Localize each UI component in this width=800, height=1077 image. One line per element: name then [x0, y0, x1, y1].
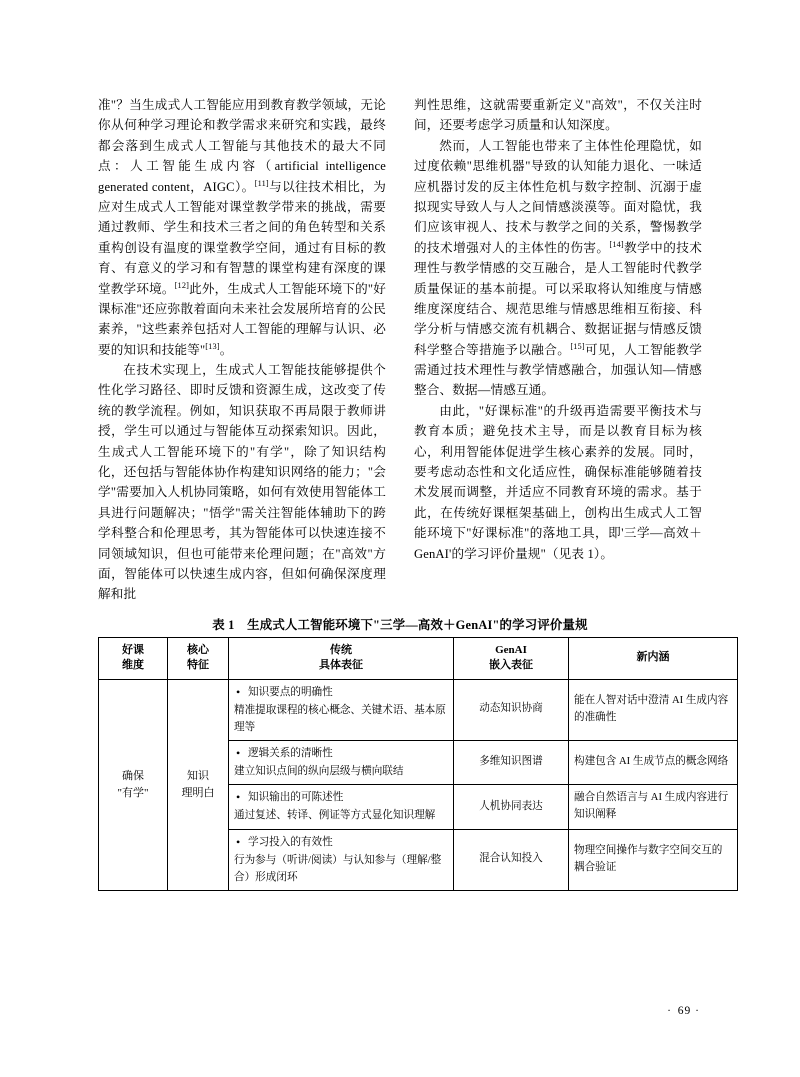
cell-trait — [168, 679, 229, 891]
header-dimension: 好课 维度 — [99, 637, 168, 679]
cell-new-meaning: 构建包含 AI 生成节点的概念网络 — [569, 741, 738, 785]
traditional-detail: 行为参与（听讲/阅读）与认知参与（理解/整合）形成闭环 — [234, 854, 442, 883]
table-row — [99, 679, 738, 740]
text-run: 此外，生成式人工智能环境下的"好课标准"还应弥散着面向未来社会发展所培育的公民素养，"这些素养包括对人工智能的理解与认识、必要的知识和技能等" — [98, 281, 386, 357]
reference-marker: [11] — [254, 178, 269, 188]
cell-new-meaning: 能在人智对话中澄清 AI 生成内容的准确性 — [569, 679, 738, 740]
left-paragraph — [98, 360, 386, 605]
text-run: 在技术实现上，生成式人工智能技能够提供个性化学习路径、即时反馈和资源生成，这改变了传统的教学流程。例如，知识获取不再局限于教师讲授，学生可以通过与智能体互动探索知识。因此，生成式人工智能环境下的"有学"，除了知识结构化，还包括与智能体协作构建知识网络的能力；"会学"需要加入人机协同策略，如何有效使用智能体工具进行问题解决；"悟学"需关注智能体辅助下的跨学科整合和伦理思考，其为智能体可以快速连接不同领域知识，但也可能带来伦理问题；在"高效"方面，智能体可以快速生成内容，但如何确保深度理解和批 — [98, 363, 386, 602]
header-trait: 核心 特征 — [168, 637, 229, 679]
right-text-column — [414, 95, 702, 564]
table-header — [99, 637, 738, 679]
trait-line-2: 理明白 — [181, 786, 215, 799]
header-new-meaning: 新内涵 — [569, 637, 738, 679]
cell-new-meaning: 融合自然语言与 AI 生成内容进行知识阐释 — [569, 785, 738, 829]
table-section — [98, 615, 729, 891]
footer-dot-left: · — [667, 1005, 674, 1017]
text-run: 教学中的技术理性与教学情感的交互融合，是人工智能时代教学质量保证的基本前提。可以采取将认知维度与情感维度深度结合、规范思维与情感思维相互衔接、科学分析与情感交流有机耦合、数据证据与情感反馈科学整合等措施予以融合。 — [414, 240, 703, 357]
cell-genai: 动态知识协商 — [454, 679, 569, 740]
table-caption: 表 1 生成式人工智能环境下"三学—高效＋GenAI"的学习评价量规 — [212, 617, 588, 632]
reference-marker: [12] — [174, 280, 190, 290]
cell-new-meaning: 物理空间操作与数字空间交互的耦合验证 — [569, 829, 738, 890]
traditional-detail: 建立知识点间的纵向层级与横向联结 — [234, 766, 404, 778]
cell-traditional — [229, 679, 454, 740]
text-run: 由此，"好课标准"的升级再造需要平衡技术与教育本质；避免技术主导，而是以教育目标为核心，利用智能体促进学生核心素养的发展。同时，要考虑动态性和文化适应性，确保标准能够随着技术发展而调整，并适应不同教育环境的需求。基于此，在传统好课框架基础上，创构出生成式人工智能环境下"好课标准"的落地工具，即'三学—高效＋GenAI'的学习评价量规"（见表 1）。 — [414, 403, 702, 561]
cell-dimension — [99, 679, 168, 891]
cell-genai: 混合认知投入 — [454, 829, 569, 890]
dimension-line-2: "有学" — [117, 786, 149, 799]
page-number: 69 — [677, 1005, 692, 1017]
two-column-text — [98, 95, 702, 605]
right-paragraph — [414, 136, 702, 401]
left-paragraph — [98, 95, 386, 360]
traditional-detail: 通过复述、转译、例证等方式显化知识理解 — [234, 810, 436, 822]
table-body — [99, 679, 738, 891]
traditional-title: • 学习投入的有效性 — [234, 834, 448, 851]
text-run: 可见，人工智能教学需通过技术理性与教学情感融合，加强认知—情感整合、数据—情感互通。 — [414, 342, 702, 398]
footer-dot-right: · — [695, 1005, 702, 1017]
cell-traditional — [229, 785, 454, 829]
dimension-line-1: 确保 — [122, 770, 144, 783]
trait-line-1: 知识 — [187, 770, 209, 783]
cell-traditional — [229, 741, 454, 785]
right-paragraph — [414, 95, 702, 136]
header-traditional: 传统 具体表征 — [229, 637, 454, 679]
page-footer — [98, 1005, 702, 1017]
cell-traditional — [229, 829, 454, 890]
text-run: 。 — [219, 342, 233, 357]
table-header-row — [99, 637, 738, 679]
text-run: 判性思维，这就需要重新定义"高效"，不仅关注时间，还要考虑学习质量和认知深度。 — [414, 98, 702, 133]
cell-genai: 人机协同表达 — [454, 785, 569, 829]
header-genai: GenAI 嵌入表征 — [454, 637, 569, 679]
traditional-title: • 逻辑关系的清晰性 — [234, 745, 448, 762]
left-text-column — [98, 95, 386, 605]
right-paragraph — [414, 401, 702, 564]
text-run: 与以往技术相比，为应对生成式人工智能对课堂教学带来的挑战，需要通过教师、学生和技术三者之间的角色转型和关系重构创设有温度的课堂教学空间，通过有目标的教育、有意义的学习和有智慧的课堂构建有深度的课堂教学环境。 — [98, 179, 386, 296]
text-run: 然而，人工智能也带来了主体性伦理隐忧，如过度依赖"思维机器"导致的认知能力退化、一味适应机器讨发的反主体性危机与数字控制、沉溺于虚拟现实导致人与人之间情感淡漠等。面对隐忧，我们应该审视人、技术与教学之间的关系，警惕教学的技术增强对人的主体性的伤害。 — [414, 138, 702, 255]
evaluation-rubric-table — [98, 637, 738, 891]
reference-marker: [15] — [570, 341, 585, 351]
cell-genai: 多维知识图谱 — [454, 741, 569, 785]
traditional-detail: 精准提取课程的核心概念、关键术语、基本原理等 — [234, 704, 446, 733]
reference-marker: [14] — [609, 239, 624, 249]
text-run: 准"？当生成式人工智能应用到教育教学领域，无论你从何种学习理论和教学需求来研究和实践，最终都会落到生成式人工智能与其他技术的最大不同点：人工智能生成内容（artificial intelligence generated content，AIGC）。 — [98, 98, 386, 194]
traditional-title: • 知识输出的可陈述性 — [234, 789, 448, 806]
article-body — [98, 95, 729, 891]
traditional-title: • 知识要点的明确性 — [234, 684, 448, 701]
reference-marker: [13] — [205, 341, 220, 351]
